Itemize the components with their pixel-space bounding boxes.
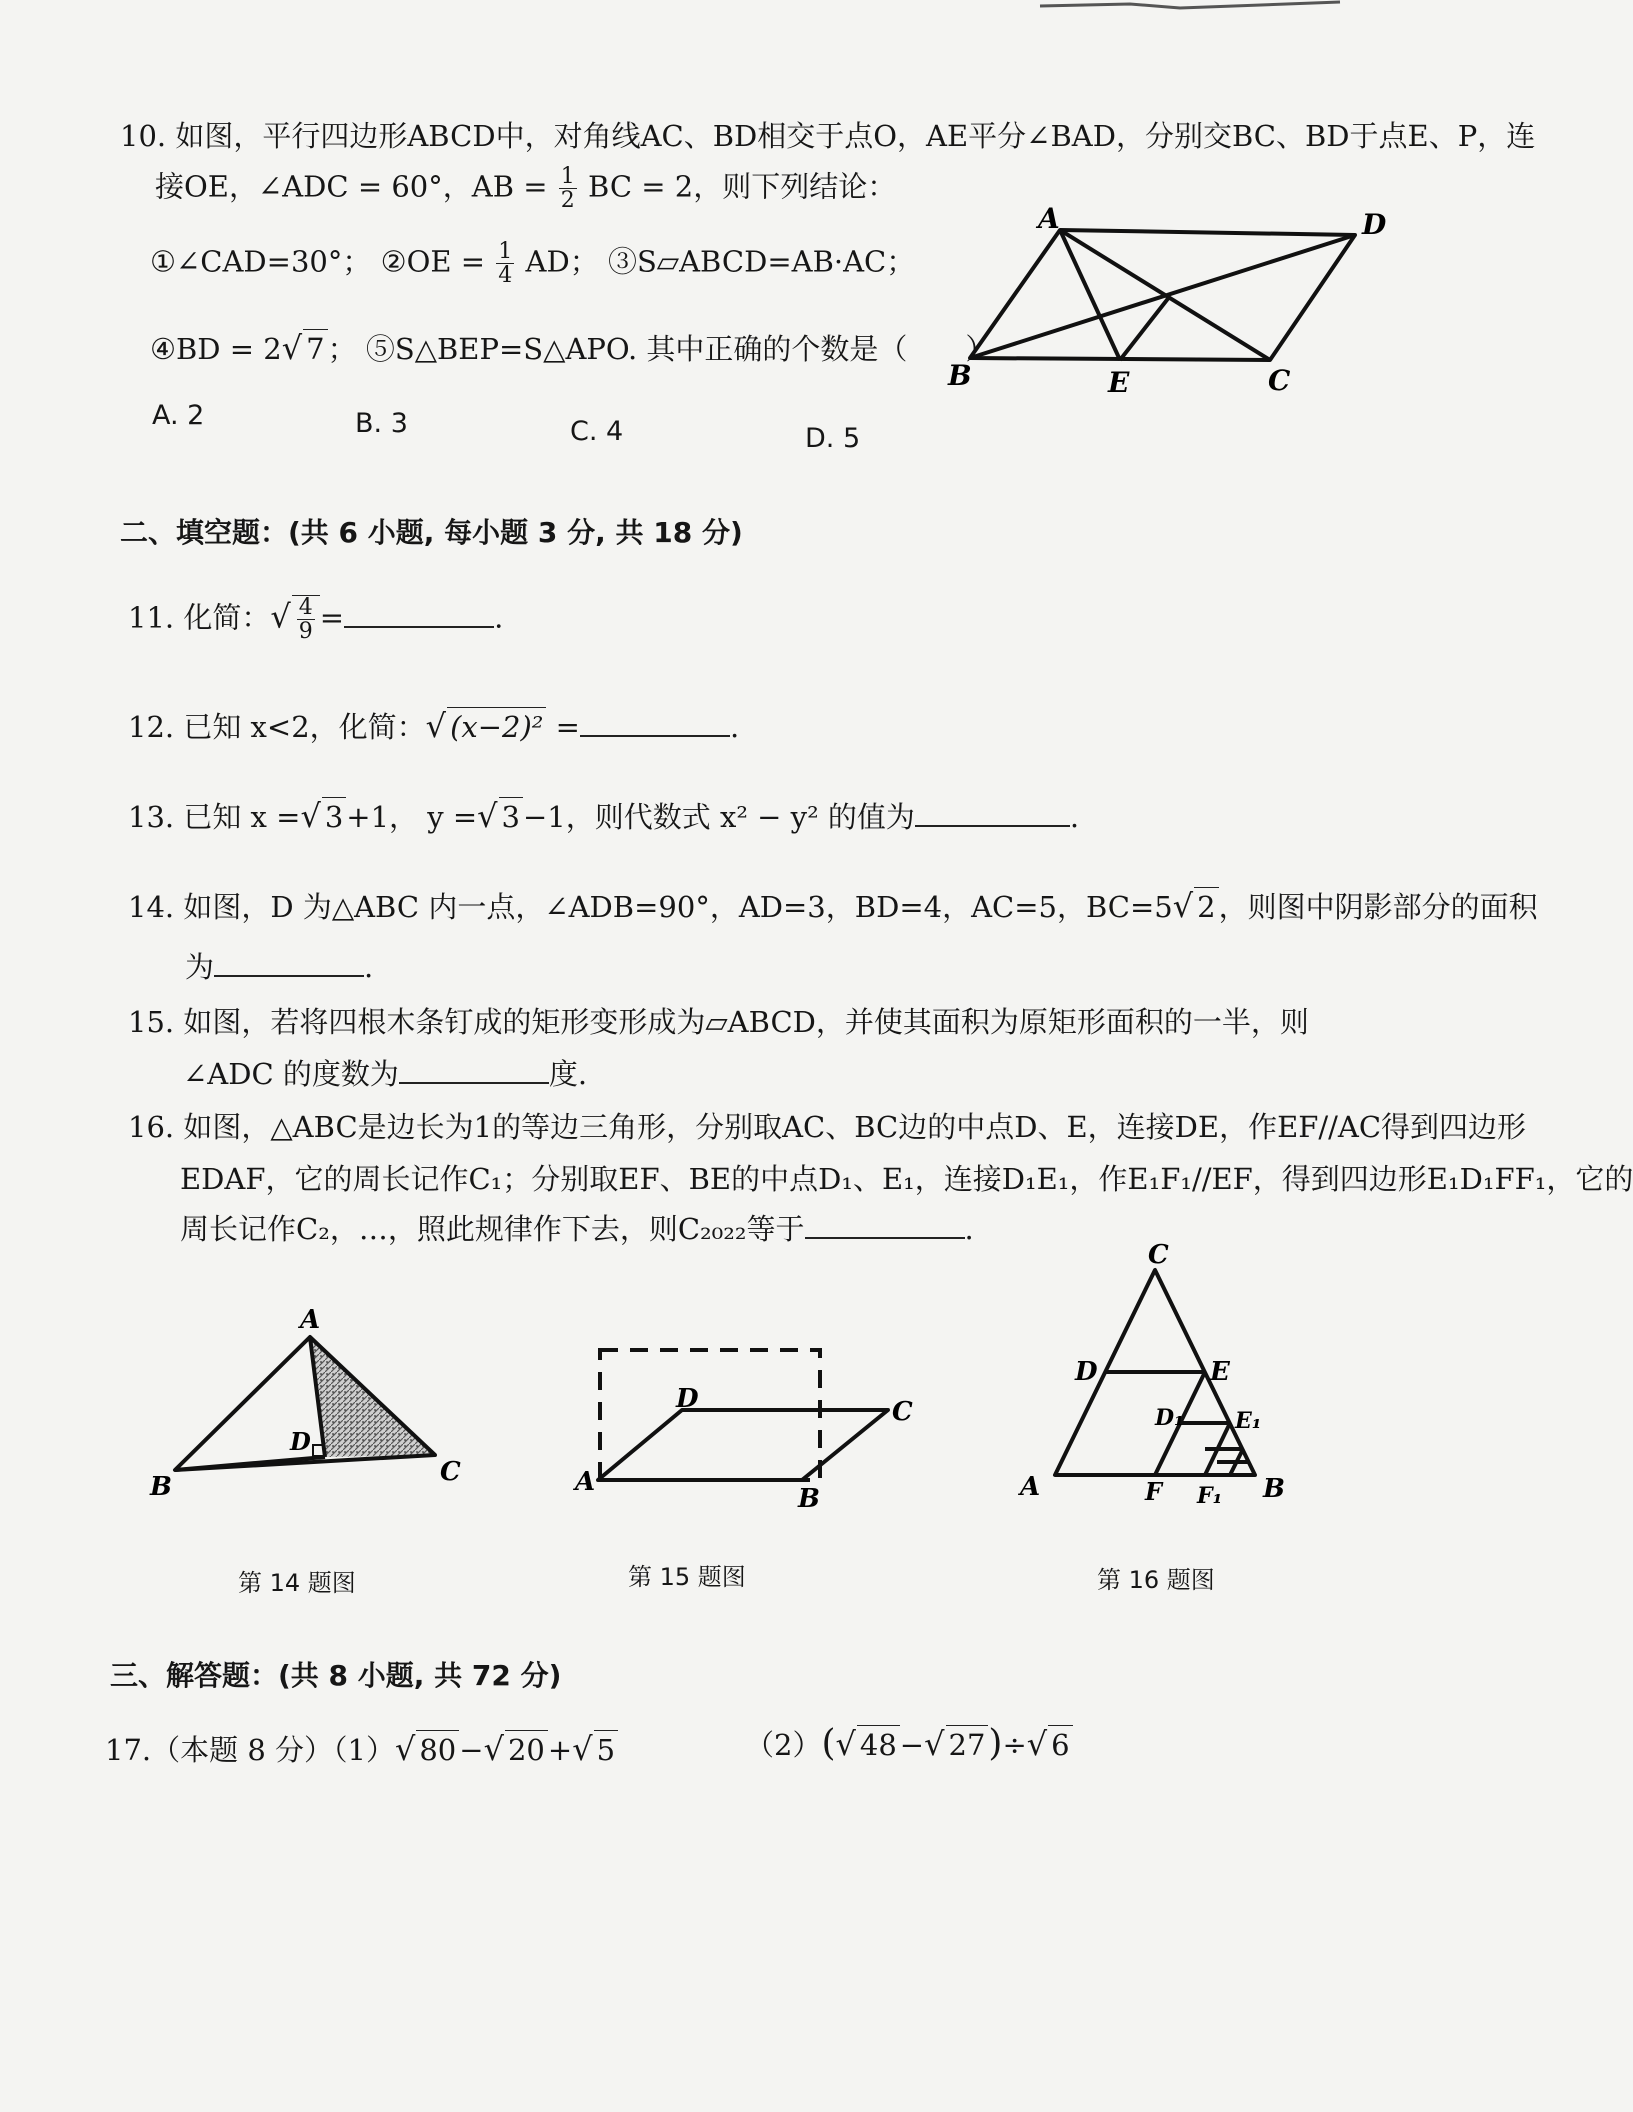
q11 <box>128 595 503 643</box>
q10-conclusion-2a: ②OE = <box>380 244 486 279</box>
q10-fraction-quarter: $\frac{1}{4}$ <box>498 239 513 289</box>
q10-radicand: 7 <box>303 329 327 369</box>
q14-answer-blank[interactable] <box>214 974 364 977</box>
q16-line2 <box>180 1160 1633 1199</box>
q16-text-1: 如图，△ABC是边长为1的等边三角形，分别取AC、BC边的中点D、E，连接DE，作EF//AC得到四边形 <box>183 1110 1527 1144</box>
q13-text-a: 已知 x = <box>183 800 301 834</box>
fig15-parallelogram <box>570 1330 930 1514</box>
q17-part2-label: （2） <box>745 1728 822 1762</box>
q11-radicand <box>292 595 320 643</box>
q11-text: 化简： <box>183 600 271 635</box>
fig14-label-b: B <box>150 1472 172 1502</box>
fig16-label-f: F <box>1145 1477 1163 1506</box>
fig16-label-e: E <box>1210 1357 1230 1387</box>
q15-end: 度. <box>548 1057 588 1091</box>
q14-number: 14. <box>128 890 175 924</box>
q10-parallelogram-figure <box>940 200 1410 400</box>
q11-end: . <box>494 600 504 635</box>
q17-op-minus-2: − <box>899 1728 925 1762</box>
q11-number: 11. <box>128 600 175 635</box>
q15-number: 15. <box>128 1005 175 1039</box>
q10-conclusions-row2 <box>150 327 994 370</box>
q12-number: 12. <box>128 710 175 744</box>
fig16-label-d1: D₁ <box>1155 1405 1184 1431</box>
fig14-triangle <box>145 1300 475 1500</box>
q10-conclusion-4a: ④BD = 2 <box>150 332 282 366</box>
q10-option-b: B. 3 <box>355 408 408 439</box>
q17-radicand-5: 5 <box>594 1730 618 1770</box>
fig15-label-b: B <box>798 1484 820 1514</box>
fig14-label-c: C <box>440 1457 461 1487</box>
q10-text-1: 如图，平行四边形ABCD中，对角线AC、BD相交于点O，AE平分∠BAD，分别交BC、BD于点E、P，连 <box>175 119 1536 153</box>
sqrt-sign: √ <box>1026 1725 1048 1763</box>
q16-line1 <box>128 1108 1526 1147</box>
fig14-label-d: D <box>290 1427 311 1456</box>
q17-part1-label: （本题 8 分）（1） <box>151 1733 395 1767</box>
q17-radicand-6: 6 <box>1048 1725 1072 1765</box>
q15-answer-blank[interactable] <box>399 1081 549 1084</box>
q17-op-divide: ÷ <box>1002 1728 1027 1762</box>
q16-line3 <box>180 1210 974 1249</box>
q12 <box>128 705 739 748</box>
q11-fraction: $\frac{4}{9}$ <box>298 595 313 645</box>
sqrt-sign: √ <box>270 597 291 636</box>
q13-text-b: +1， y = <box>346 800 478 834</box>
q13 <box>128 795 1079 838</box>
q14-line1 <box>128 885 1538 928</box>
fig16-caption: 第 16 题图 <box>1097 1566 1215 1594</box>
q11-eq: = <box>319 600 345 635</box>
fig15-caption: 第 15 题图 <box>628 1563 746 1591</box>
q14-line2 <box>185 948 373 987</box>
q14-text-c: 为 <box>185 950 215 984</box>
q17-part1 <box>105 1728 618 1771</box>
q10-conclusion-4b: ； <box>327 332 357 366</box>
q15-line1 <box>128 1003 1309 1042</box>
q13-radicand-2: 3 <box>499 797 523 837</box>
sqrt-sign: √ <box>572 1730 593 1768</box>
q10-option-c: C. 4 <box>570 416 624 447</box>
paren-open: ( <box>821 1723 836 1764</box>
q16-answer-blank[interactable] <box>805 1236 965 1239</box>
q10-text-2a: 接OE，∠ADC = 60°，AB = <box>155 169 548 204</box>
q16-text-3: 周长记作C₂，…，照此规律作下去，则C₂₀₂₂等于 <box>180 1212 805 1246</box>
q16-text-2: EDAF，它的周长记作C₁；分别取EF、BE的中点D₁、E₁，连接D₁E₁，作E₁F₁//EF，得到四边形E₁D₁FF₁，它的 <box>180 1162 1633 1196</box>
q10-conclusions-row1 <box>150 240 915 287</box>
q13-number: 13. <box>128 800 175 834</box>
q11-answer-blank[interactable] <box>344 625 494 628</box>
q12-text: 已知 x<2，化简： <box>183 710 426 744</box>
fig16-label-b: B <box>1263 1474 1285 1504</box>
fig15-label-c: C <box>892 1397 913 1427</box>
q10-conclusion-3: ③S▱ABCD=AB·AC； <box>607 244 916 279</box>
q10-fraction-half: $\frac{1}{2}$ <box>560 164 575 214</box>
q13-radicand-1: 3 <box>322 797 346 837</box>
q15-line2 <box>183 1055 587 1094</box>
q10-label-d: D <box>1362 208 1387 241</box>
q17-radicand-80: 80 <box>416 1730 459 1770</box>
sqrt-sign: √ <box>281 329 303 367</box>
q17-part2 <box>745 1720 1073 1769</box>
sqrt-sign: √ <box>300 797 321 835</box>
sqrt-sign: √ <box>835 1725 856 1763</box>
sqrt-sign: √ <box>477 797 498 835</box>
q14-text-a: 如图，D 为△ABC 内一点，∠ADB=90°，AD=3，BD=4，AC=5，BC=5 <box>183 890 1173 924</box>
q13-end: . <box>1069 800 1080 834</box>
fig15-label-a: A <box>575 1467 596 1497</box>
q12-eq: = <box>555 710 580 744</box>
sqrt-sign: √ <box>1172 887 1194 925</box>
q10-text-2b: BC = 2，则下列结论： <box>587 169 897 204</box>
q12-end: . <box>729 710 740 744</box>
fig14-caption: 第 14 题图 <box>238 1569 356 1597</box>
q17-op-minus: − <box>459 1733 484 1767</box>
q10-number: 10. <box>120 119 167 153</box>
q14-text-b: ，则图中阴影部分的面积 <box>1218 890 1538 924</box>
fig14-label-a: A <box>300 1305 321 1335</box>
sqrt-sign: √ <box>483 1730 504 1768</box>
q10-label-a: A <box>1038 202 1060 235</box>
fig16-label-a: A <box>1020 1472 1041 1502</box>
paren-close: ) <box>988 1723 1003 1764</box>
fig16-label-c: C <box>1148 1240 1169 1270</box>
sqrt-sign: √ <box>425 707 447 745</box>
q10-option-d: D. 5 <box>805 423 861 454</box>
sqrt-sign: √ <box>924 1725 945 1763</box>
q15-text-1: 如图，若将四根木条钉成的矩形变形成为▱ABCD，并使其面积为原矩形面积的一半，则 <box>183 1005 1309 1039</box>
q10-conclusion-1: ①∠CAD=30°； <box>150 244 372 279</box>
q10-option-a: A. 2 <box>152 400 205 431</box>
q17-op-plus: + <box>547 1733 573 1767</box>
q16-number: 16. <box>128 1110 175 1144</box>
q10-line1 <box>120 117 1535 156</box>
q10-conclusion-5: ⑤S△BEP=S△APO. 其中正确的个数是（ ） <box>365 332 995 366</box>
sqrt-sign: √ <box>394 1730 416 1768</box>
q10-label-b: B <box>948 359 972 392</box>
q13-answer-blank[interactable] <box>915 824 1070 827</box>
q17-radicand-27: 27 <box>946 1725 989 1765</box>
fig16-label-e1: E₁ <box>1235 1408 1262 1434</box>
q15-text-2: ∠ADC 的度数为 <box>183 1057 399 1091</box>
q12-radicand: (x−2)² <box>447 707 546 747</box>
fig15-label-d: D <box>676 1384 699 1414</box>
fig16-label-f1: F₁ <box>1197 1483 1223 1509</box>
q10-label-e: E <box>1108 366 1130 399</box>
q17-radicand-20: 20 <box>505 1730 548 1770</box>
q13-text-c: −1，则代数式 x² − y² 的值为 <box>523 800 915 834</box>
q10-conclusion-2b: AD； <box>525 244 599 279</box>
section-2-title: 二、填空题：(共 6 小题, 每小题 3 分, 共 18 分) <box>120 516 743 549</box>
q10-line2 <box>155 165 896 212</box>
q12-answer-blank[interactable] <box>580 734 730 737</box>
q14-end: . <box>364 950 374 984</box>
fig16-triangle <box>1005 1240 1325 1515</box>
q17-radicand-48: 48 <box>857 1725 900 1765</box>
scan-edge-mark <box>1040 0 1340 10</box>
q14-radicand: 2 <box>1194 887 1218 927</box>
q10-label-c: C <box>1268 364 1291 397</box>
fig16-label-d: D <box>1075 1357 1098 1387</box>
q17-number: 17. <box>105 1733 152 1767</box>
section-3-title: 三、解答题：(共 8 小题, 共 72 分) <box>110 1659 562 1692</box>
q16-end: . <box>964 1212 974 1246</box>
